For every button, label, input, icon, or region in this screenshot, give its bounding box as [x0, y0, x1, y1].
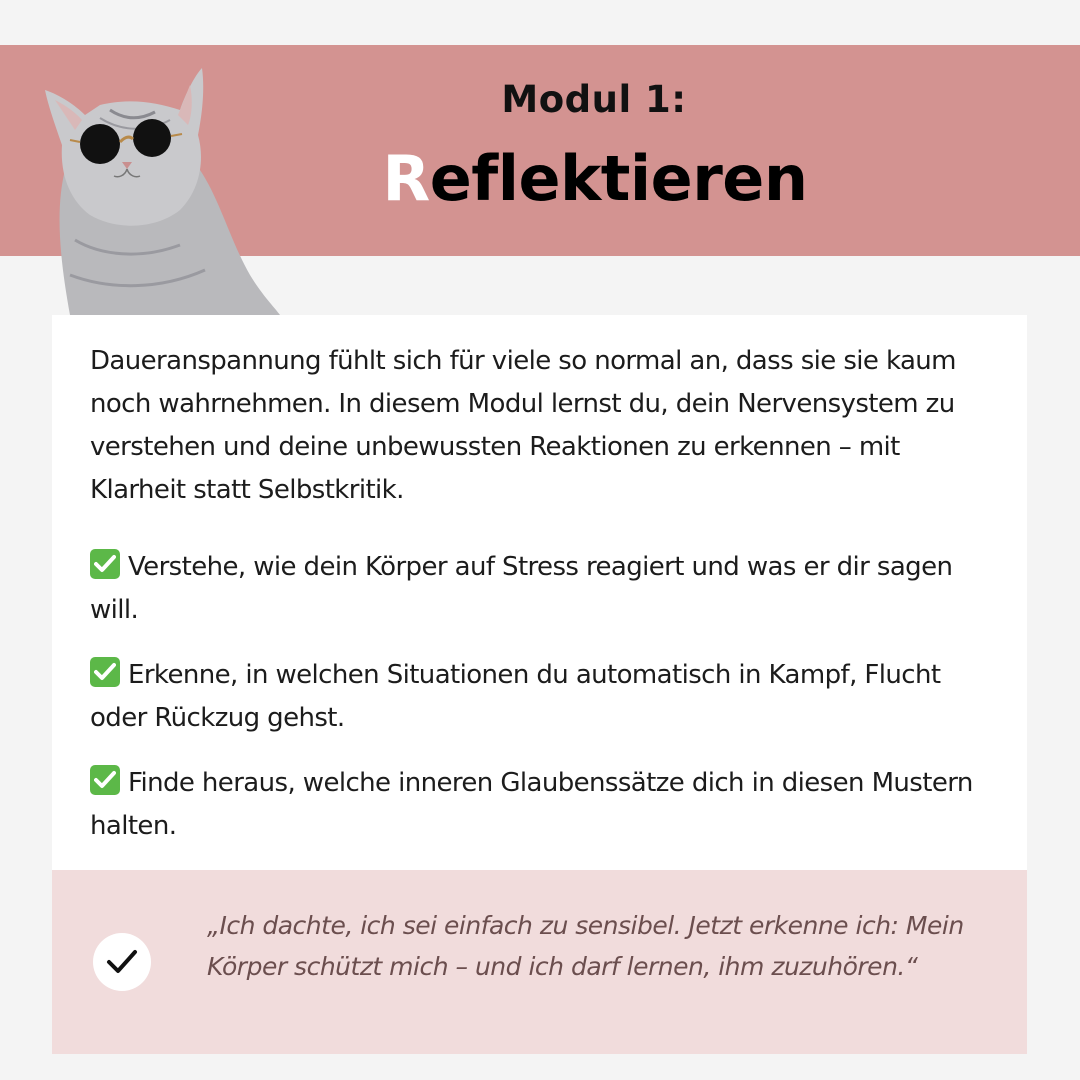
bullet-text: Finde heraus, welche inneren Glaubenssätze dich in diesen Mustern halten.: [90, 768, 973, 841]
cat-with-sunglasses-image: [30, 60, 290, 315]
bullet-text: Verstehe, wie dein Körper auf Stress reagiert und was er dir sagen will.: [90, 552, 953, 625]
check-mark-button-icon: [90, 549, 120, 579]
intro-paragraph: Daueranspannung fühlt sich für viele so normal an, dass sie sie kaum noch wahrnehmen. In diesem Modul lernst du, dein Nervensystem zu verstehen und deine unbewussten Reaktionen zu erkennen – mit Klarheit statt Selbstkritik.: [90, 346, 956, 505]
bullet-item: [90, 654, 990, 740]
page-title: [360, 142, 830, 215]
bullet-item: [90, 546, 990, 632]
bullet-item: [90, 762, 990, 848]
bullet-text: Erkenne, in welchen Situationen du automatisch in Kampf, Flucht oder Rückzug gehst.: [90, 660, 941, 733]
module-label: Modul 1:: [501, 78, 687, 121]
check-mark-button-icon: [90, 657, 120, 687]
page-title-first-letter: R: [382, 142, 430, 215]
testimonial-quote: „Ich dachte, ich sei einfach zu sensibel. Jetzt erkenne ich: Mein Körper schützt mich – und ich darf lernen, ihm zuzuhören.“: [207, 911, 964, 981]
page-title-rest: eflektieren: [429, 142, 808, 215]
check-mark-button-icon: [90, 765, 120, 795]
check-icon: [93, 933, 151, 991]
